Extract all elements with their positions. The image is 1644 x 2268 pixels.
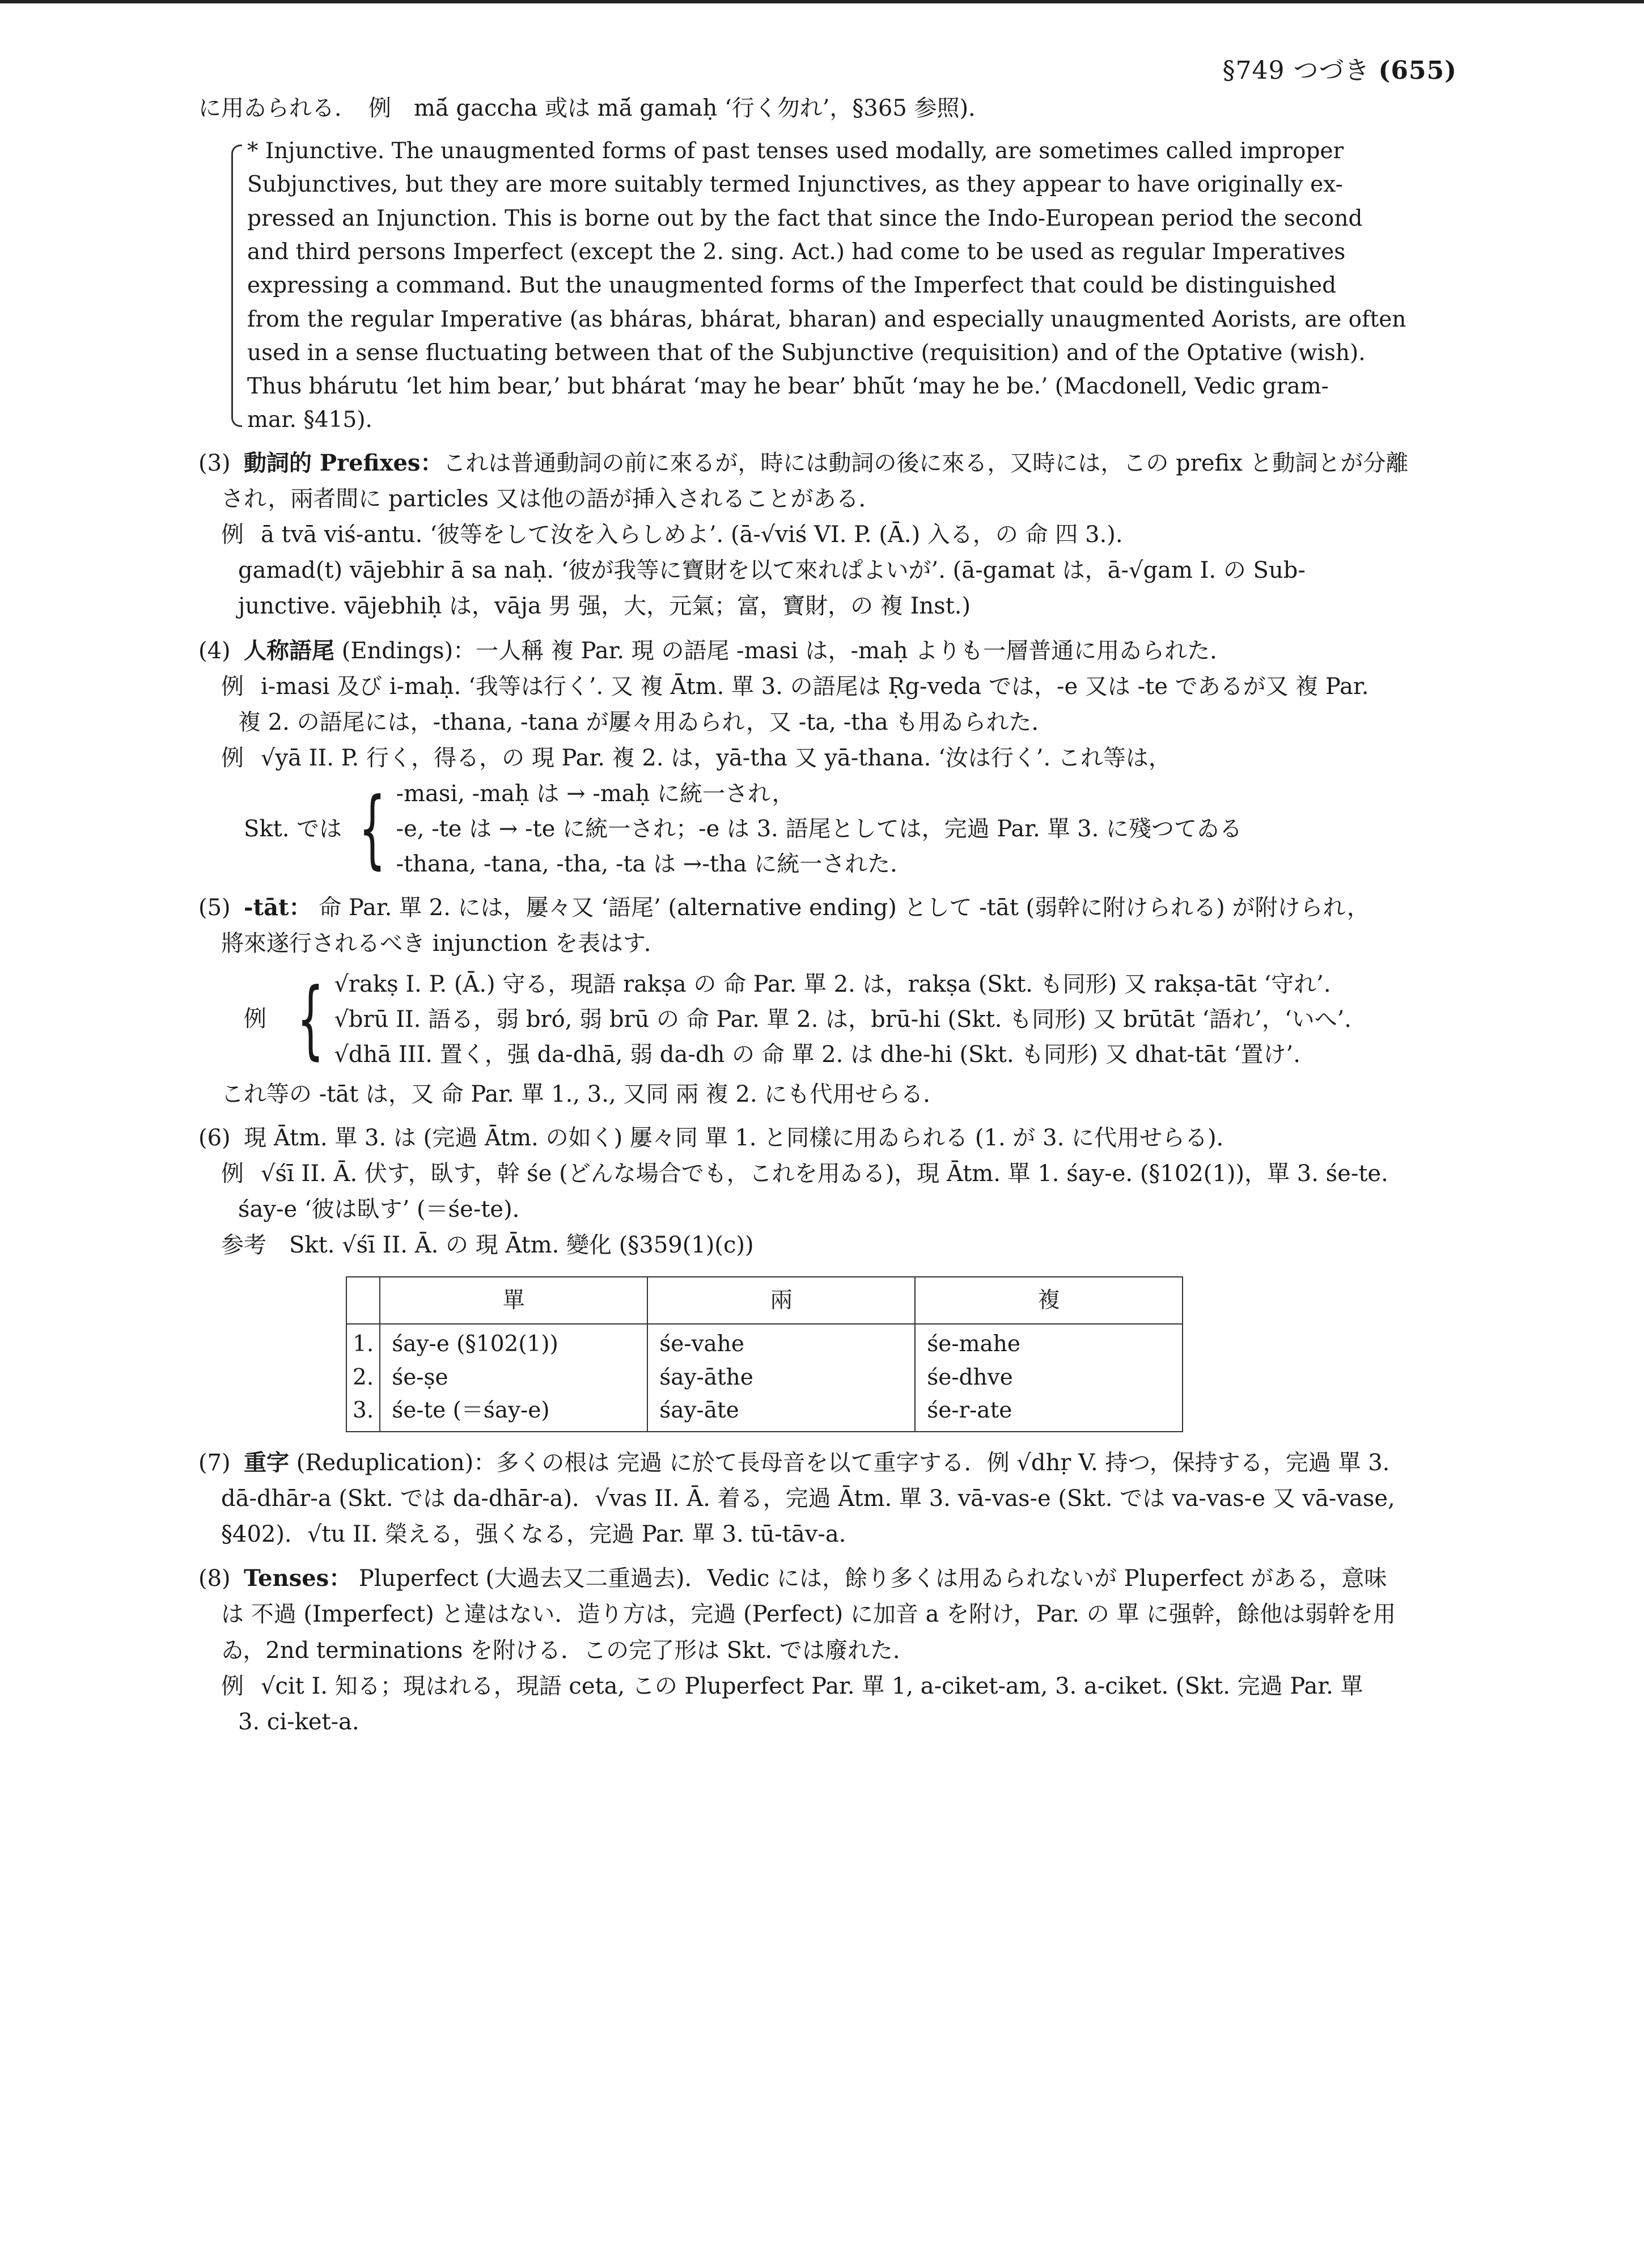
section-text: 將來遂行されるべき injunction を表はす． [221,930,667,957]
section-6 [198,1120,1446,1432]
skt-label: Skt. では [244,815,342,842]
section-8 [198,1560,1446,1740]
singular-column [380,1324,647,1432]
table-cell: śe-ṣe [392,1364,448,1390]
note-line: from the regular Imperative (as bháras, bhárat, bharan) and especially unaugmented Aorists, are often [247,306,1406,332]
skt-comparison [244,776,1446,882]
example-text: junctive. vājebhiḥ は，vāja 男 强，大，元氣；富，寶財，の 複 Inst.) [238,593,971,620]
left-brace: { [296,970,324,1069]
top-rule [0,0,1644,3]
section-text: され，兩者間に particles 又は他の語が挿入されることがある． [221,485,882,512]
column-header: 兩 [647,1277,915,1325]
example-text: √yā II. P. 行く，得る，の 現 Par. 複 2. は，yā-tha 又 yā-thana. ‘汝は行く’. これ等は， [261,745,1171,772]
section-number: (3) [198,450,231,476]
example-group [244,967,1446,1072]
example-label: 例 [221,521,244,548]
section-heading: 重字 [244,1449,289,1476]
example-label: 例 [221,673,244,700]
note-line: pressed an Injunction. This is borne out by the fact that since the Indo-European period the second [247,205,1363,231]
brace-line: √rakṣ I. P. (Ā.) 守る，現語 rakṣa の 命 Par. 單 2. は，rakṣa (Skt. も同形) 又 rakṣa-tāt ‘守れ’. [334,971,1331,997]
brace-line: -e, -te は → -te に統一され；-e は 3. 語尾としては，完過 Par. 單 3. に殘つてゐる [396,816,1243,843]
section-5 [198,890,1446,1112]
page-number: (655) [1378,56,1457,85]
note-line: used in a sense fluctuating between that of the Subjunctive (requisition) and of the Optative (wish). [247,340,1366,366]
main-text [198,91,1446,1740]
column-header: 單 [380,1277,647,1325]
section-text: 現 Ātm. 單 3. は (完過 Ātm. の如く) 屢々同 單 1. と同樣に用ゐられる (1. が 3. に代用せらる)． [244,1124,1239,1151]
section-text: 命 Par. 單 2. には，屢々又 ‘語尾’ (alternative ending) として -tāt (弱幹に附けられる) が附けられ， [319,895,1370,921]
dual-column [647,1324,915,1432]
table-cell: śe-vahe [659,1331,744,1357]
column-header: 複 [915,1277,1183,1325]
example-text: ā tvā viś-antu. ‘彼等をして汝を入らしめよ’. (ā-√viś VI. P. (Ā.) 入る，の 命 四 3.). [261,521,1123,548]
brace-line: √dhā III. 置く，强 da-dhā, 弱 da-dh の 命 單 2. は dhe-hi (Skt. も同形) 又 dhat-tāt ‘置け’. [334,1041,1300,1068]
table-cell: śay-e (§102(1)) [392,1331,558,1357]
section-number: (5) [198,895,231,921]
brace-lines [334,967,1351,1072]
brace-line: √brū II. 語る，弱 bró, 弱 brū の 命 Par. 單 2. は，brū-hi (Skt. も同形) 又 brūtāt ‘語れ’，‘いへ’. [334,1006,1352,1033]
left-brace: { [359,780,386,879]
table-cell: śe-te (＝śay-e) [392,1398,550,1424]
row-number [346,1324,380,1432]
injunctive-note [231,134,1446,437]
section-number: (7) [198,1449,231,1476]
section-text: Pluperfect (大過去又二重過去)．Vedic には，餘り多くは用ゐられないが Pluperfect がある，意味 [358,1565,1387,1592]
section-heading: Tenses： [244,1565,352,1592]
section-heading: 動詞的 Prefixes： [244,449,443,476]
person-number: 2. [353,1364,374,1390]
running-header [1223,50,1457,86]
person-number: 3. [353,1398,374,1424]
brace-line: -thana, -tana, -tha, -ta は →-tha に統一された． [396,851,913,878]
brace-lines [396,776,1242,882]
example-text: 3. ci-ket-a. [238,1709,359,1735]
example-label: 例 [221,745,244,772]
section-text: これ等の -tāt は，又 命 Par. 單 1., 3., 又同 兩 複 2. にも代用せらる． [221,1081,946,1107]
section-heading: -tāt： [244,894,312,921]
plural-column [915,1324,1183,1432]
note-line: Subjunctives, but they are more suitably termed Injunctives, as they appear to have originally ex- [247,172,1343,198]
note-line: and third persons Imperfect (except the 2. sing. Act.) had come to be used as regular Imperatives [247,239,1346,265]
section-3 [198,445,1446,625]
section-text: は 不過 (Imperfect) と違はない．造り方は，完過 (Perfect) に加音 a を附け，Par. の 單 に强幹，餘他は弱幹を用 [221,1601,1396,1628]
section-7 [198,1445,1446,1553]
table-cell: śe-mahe [927,1331,1020,1357]
paradigm-table [346,1276,1183,1432]
example-text: i-masi 及び i-maḥ. ‘我等は行く’. 又 複 Ātm. 單 3. の語尾は Ṛg-veda では，-e 又は -te であるが又 複 Par. [261,673,1369,700]
table-row [346,1324,1183,1432]
reference-line: 参考 Skt. √śī II. Ā. の 現 Ātm. 變化 (§359(1)(c)) [221,1232,754,1259]
note-line: Thus bhárutu ‘let him bear,’ but bhárat ‘may he bear’ bhū́t ‘may he be.’ (Macdonell, Vedic gram- [247,374,1329,400]
note-line: mar. §415). [247,407,372,433]
example-text: śay-e ‘彼は臥す’ (＝śe-te)． [238,1196,535,1223]
section-text: (Reduplication)：多くの根は 完過 に於て長母音を以て重字する．例 √dhṛ V. 持つ，保持する，完過 單 3. [296,1449,1390,1476]
section-number: (4) [198,637,231,664]
section-text: dā-dhār-a (Skt. では da-dhār-a)．√vas II. Ā. 着る，完過 Ātm. 單 3. vā-vas-e (Skt. では va-vas-e 又 vā-vase, [221,1485,1395,1512]
example-text: √cit I. 知る；現はれる，現語 ceta, この Pluperfect Par. 單 1, a-ciket-am, 3. a-ciket. (Skt. 完過 Par. 單 [261,1673,1363,1699]
table-cell: śe-dhve [927,1364,1013,1390]
table-corner [346,1277,380,1325]
note-bracket [231,145,242,426]
table-cell: śe-r-ate [927,1398,1012,1424]
section-4 [198,633,1446,882]
note-line: expressing a command. But the unaugmented forms of the Imperfect that could be distinguished [247,273,1337,299]
section-heading: 人称語尾 [244,637,334,664]
section-text: §402)．√tu II. 榮える，强くなる，完過 Par. 單 3. tū-tāv-a. [221,1521,846,1548]
header-section: §749 つづき [1222,56,1370,85]
section-text: これは普通動詞の前に來るが，時には動詞の後に來る，又時には，この prefix と動詞とが分離 [443,450,1409,476]
example-text: √śī II. Ā. 伏す，臥す，幹 śe (どんな場合でも，これを用ゐる)，現 Ātm. 單 1. śay-e. (§102(1))，單 3. śe-te. [261,1161,1388,1187]
example-label: 例 [221,1161,244,1187]
example-label: 例 [244,1006,266,1033]
person-number: 1. [353,1331,374,1357]
example-label: 例 [221,1673,244,1699]
section-number: (6) [198,1124,231,1151]
section-text: (Endings)：一人稱 複 Par. 現 の語尾 -masi は，-maḥ よりも一層普通に用ゐられた． [341,637,1233,664]
example-text: gamad(t) vājebhir ā sa naḥ. ‘彼が我等に寶財を以て來れぱよいが’. (ā-gamat は，ā-√gam I. の Sub- [238,557,1306,584]
example-text: 複 2. の語尾には，-thana, -tana が屢々用ゐられ，又 -ta, -tha も用ゐられた． [238,709,1054,735]
intro-line: に用ゐられる． 例 mā́ gaccha 或は mā́ gamaḥ ‘行く勿れ’，§365 参照)． [198,95,992,121]
note-line: * Injunctive. The unaugmented forms of past tenses used modally, are sometimes called improper [247,138,1344,164]
table-cell: śay-āte [659,1398,739,1424]
section-text: ゐ，2nd terminations を附ける．この完了形は Skt. では廢れた． [221,1637,916,1664]
section-number: (8) [198,1565,231,1592]
table-header-row [346,1277,1183,1325]
table-cell: śay-āthe [659,1364,753,1390]
brace-line: -masi, -maḥ は → -maḥ に統一され， [396,781,795,807]
